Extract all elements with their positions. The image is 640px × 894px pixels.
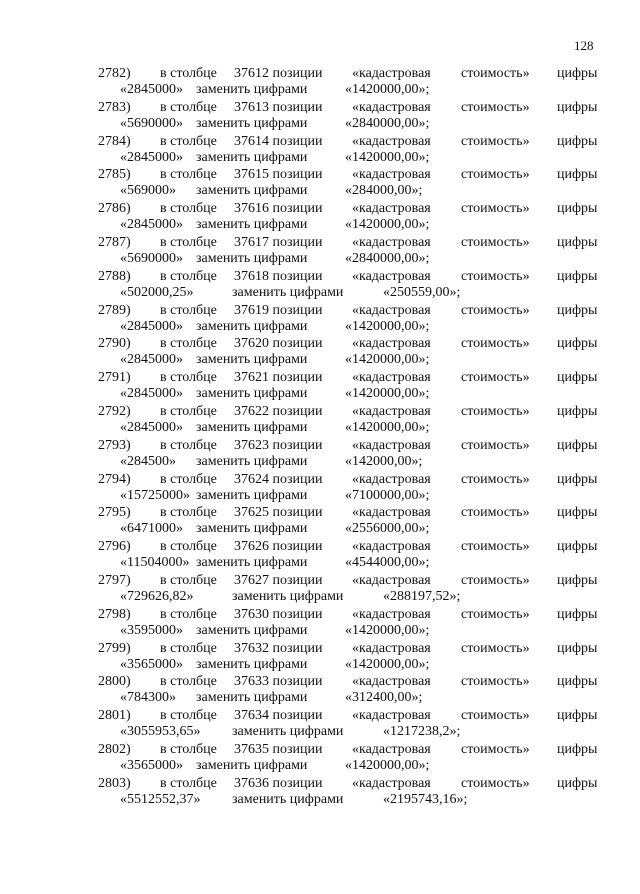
cadastral-label: «кадастровая — [352, 403, 431, 419]
value-label: стоимость» — [461, 268, 530, 284]
replace-phrase: заменить цифрами — [196, 419, 308, 435]
item-number: 2797) — [98, 572, 131, 588]
replace-phrase: заменить цифрами — [196, 183, 308, 199]
amendment-line-2 — [0, 588, 640, 605]
amendment-item — [0, 369, 640, 403]
value-label: стоимость» — [461, 167, 530, 183]
column-label: в столбце — [160, 268, 217, 284]
amendment-item — [0, 606, 640, 640]
digits-label: цифры — [557, 505, 598, 521]
item-number: 2798) — [98, 606, 131, 622]
amendment-line-1 — [0, 268, 640, 285]
position-label: 37612 позиции — [234, 66, 323, 81]
cadastral-label: «кадастровая — [352, 471, 431, 487]
cadastral-label: «кадастровая — [352, 268, 431, 284]
column-label: в столбце — [160, 708, 217, 724]
new-value: «1420000,00»; — [345, 82, 430, 97]
cadastral-label: «кадастровая — [352, 539, 431, 555]
old-value: «2845000» — [120, 149, 183, 165]
digits-label: цифры — [557, 336, 598, 352]
position-label: 37622 позиции — [234, 403, 323, 419]
position-label: 37632 позиции — [234, 640, 323, 656]
cadastral-label: «кадастровая — [352, 708, 431, 724]
cadastral-label: «кадастровая — [352, 606, 431, 622]
amendment-line-1 — [0, 673, 640, 690]
amendment-item — [0, 234, 640, 268]
item-number: 2794) — [98, 471, 131, 487]
amendment-line-2 — [0, 318, 640, 335]
amendment-line-1 — [0, 775, 640, 792]
position-label: 37633 позиции — [234, 674, 323, 690]
item-number: 2787) — [98, 234, 131, 250]
amendment-item — [0, 640, 640, 674]
digits-label: цифры — [557, 708, 598, 724]
new-value: «1420000,00»; — [345, 419, 430, 435]
column-label: в столбце — [160, 539, 217, 555]
amendment-line-1 — [0, 403, 640, 420]
old-value: «2845000» — [120, 82, 183, 97]
new-value: «1420000,00»; — [345, 149, 430, 165]
replace-phrase: заменить цифрами — [196, 622, 308, 638]
digits-label: цифры — [557, 674, 598, 690]
amendment-line-1 — [0, 572, 640, 589]
amendment-line-1 — [0, 640, 640, 657]
replace-phrase: заменить цифрами — [196, 149, 308, 165]
column-label: в столбце — [160, 606, 217, 622]
new-value: «4544000,00»; — [345, 555, 430, 571]
column-label: в столбце — [160, 133, 217, 149]
cadastral-label: «кадастровая — [352, 133, 431, 149]
old-value: «5690000» — [120, 115, 183, 131]
amendment-line-2 — [0, 656, 640, 673]
replace-phrase: заменить цифрами — [196, 318, 308, 334]
digits-label: цифры — [557, 370, 598, 386]
amendment-item — [0, 471, 640, 505]
cadastral-label: «кадастровая — [352, 336, 431, 352]
amendment-line-2 — [0, 723, 640, 740]
replace-phrase: заменить цифрами — [196, 217, 308, 233]
digits-label: цифры — [557, 133, 598, 149]
amendment-line-1 — [0, 133, 640, 150]
amendment-item — [0, 65, 640, 99]
position-label: 37634 позиции — [234, 708, 323, 724]
value-label: стоимость» — [461, 572, 530, 588]
cadastral-label: «кадастровая — [352, 234, 431, 250]
cadastral-label: «кадастровая — [352, 201, 431, 217]
old-value: «2845000» — [120, 217, 183, 233]
replace-phrase: заменить цифрами — [196, 250, 308, 266]
cadastral-label: «кадастровая — [352, 505, 431, 521]
value-label: стоимость» — [461, 201, 530, 217]
value-label: стоимость» — [461, 708, 530, 724]
amendment-line-1 — [0, 504, 640, 521]
replace-phrase: заменить цифрами — [196, 521, 308, 537]
replace-phrase: заменить цифрами — [196, 487, 308, 503]
replace-phrase: заменить цифрами — [196, 453, 308, 469]
cadastral-label: «кадастровая — [352, 741, 431, 757]
old-value: «15725000» — [120, 487, 190, 503]
column-label: в столбце — [160, 437, 217, 453]
old-value: «2845000» — [120, 352, 183, 368]
value-label: стоимость» — [461, 234, 530, 250]
replace-phrase: заменить цифрами — [196, 690, 308, 706]
cadastral-label: «кадастровая — [352, 99, 431, 115]
new-value: «142000,00»; — [345, 453, 423, 469]
replace-phrase: заменить цифрами — [196, 115, 308, 131]
item-number: 2793) — [98, 437, 131, 453]
new-value: «1420000,00»; — [345, 656, 430, 672]
amendment-item — [0, 335, 640, 369]
amendment-item — [0, 268, 640, 302]
replace-phrase: заменить цифрами — [232, 724, 344, 740]
old-value: «784300» — [120, 690, 176, 706]
position-label: 37617 позиции — [234, 234, 323, 250]
amendment-line-2 — [0, 554, 640, 571]
column-label: в столбце — [160, 167, 217, 183]
digits-label: цифры — [557, 66, 598, 81]
amendment-line-2 — [0, 757, 640, 774]
item-number: 2785) — [98, 167, 131, 183]
amendment-line-2 — [0, 216, 640, 233]
old-value: «3055953,65» — [120, 724, 201, 740]
digits-label: цифры — [557, 572, 598, 588]
digits-label: цифры — [557, 775, 598, 791]
value-label: стоимость» — [461, 640, 530, 656]
item-number: 2784) — [98, 133, 131, 149]
amendment-line-2 — [0, 453, 640, 470]
column-label: в столбце — [160, 505, 217, 521]
amendment-line-1 — [0, 65, 640, 82]
item-number: 2789) — [98, 302, 131, 318]
old-value: «3595000» — [120, 622, 183, 638]
amendment-line-2 — [0, 284, 640, 301]
cadastral-label: «кадастровая — [352, 674, 431, 690]
amendment-line-2 — [0, 419, 640, 436]
item-number: 2791) — [98, 370, 131, 386]
position-label: 37619 позиции — [234, 302, 323, 318]
amendment-item — [0, 437, 640, 471]
cadastral-label: «кадастровая — [352, 640, 431, 656]
amendment-line-2 — [0, 520, 640, 537]
new-value: «284000,00»; — [345, 183, 423, 199]
amendment-item — [0, 707, 640, 741]
replace-phrase: заменить цифрами — [196, 386, 308, 402]
amendment-line-1 — [0, 200, 640, 217]
amendment-line-1 — [0, 741, 640, 758]
position-label: 37630 позиции — [234, 606, 323, 622]
cadastral-label: «кадастровая — [352, 775, 431, 791]
digits-label: цифры — [557, 302, 598, 318]
new-value: «288197,52»; — [383, 588, 461, 604]
old-value: «3565000» — [120, 656, 183, 672]
position-label: 37621 позиции — [234, 370, 323, 386]
column-label: в столбце — [160, 572, 217, 588]
item-number: 2799) — [98, 640, 131, 656]
amendment-line-1 — [0, 99, 640, 116]
item-number: 2795) — [98, 505, 131, 521]
amendment-line-2 — [0, 250, 640, 267]
amendment-line-1 — [0, 302, 640, 319]
value-label: стоимость» — [461, 539, 530, 555]
new-value: «2840000,00»; — [345, 250, 430, 266]
value-label: стоимость» — [461, 674, 530, 690]
new-value: «7100000,00»; — [345, 487, 430, 503]
digits-label: цифры — [557, 606, 598, 622]
column-label: в столбце — [160, 336, 217, 352]
amendment-line-2 — [0, 351, 640, 368]
old-value: «2845000» — [120, 318, 183, 334]
column-label: в столбце — [160, 741, 217, 757]
position-label: 37615 позиции — [234, 167, 323, 183]
new-value: «1420000,00»; — [345, 386, 430, 402]
position-label: 37625 позиции — [234, 505, 323, 521]
amendment-line-2 — [0, 81, 640, 98]
amendment-item — [0, 572, 640, 606]
old-value: «6471000» — [120, 521, 183, 537]
item-number: 2801) — [98, 708, 131, 724]
old-value: «502000,25» — [120, 284, 194, 300]
position-label: 37624 позиции — [234, 471, 323, 487]
column-label: в столбце — [160, 66, 217, 81]
position-label: 37614 позиции — [234, 133, 323, 149]
value-label: стоимость» — [461, 606, 530, 622]
cadastral-label: «кадастровая — [352, 370, 431, 386]
digits-label: цифры — [557, 403, 598, 419]
item-number: 2782) — [98, 66, 131, 81]
old-value: «5690000» — [120, 250, 183, 266]
amendment-item — [0, 673, 640, 707]
value-label: стоимость» — [461, 66, 530, 81]
replace-phrase: заменить цифрами — [196, 82, 308, 97]
page-number: 128 — [574, 38, 594, 53]
column-label: в столбце — [160, 234, 217, 250]
amendment-line-1 — [0, 369, 640, 386]
new-value: «1420000,00»; — [345, 622, 430, 638]
digits-label: цифры — [557, 539, 598, 555]
old-value: «729626,82» — [120, 588, 194, 604]
value-label: стоимость» — [461, 775, 530, 791]
item-number: 2796) — [98, 539, 131, 555]
replace-phrase: заменить цифрами — [232, 284, 344, 300]
column-label: в столбце — [160, 370, 217, 386]
amendment-item — [0, 302, 640, 336]
item-number: 2790) — [98, 336, 131, 352]
cadastral-label: «кадастровая — [352, 167, 431, 183]
amendment-line-1 — [0, 538, 640, 555]
column-label: в столбце — [160, 302, 217, 318]
new-value: «1420000,00»; — [345, 757, 430, 773]
cadastral-label: «кадастровая — [352, 302, 431, 318]
position-label: 37627 позиции — [234, 572, 323, 588]
amendment-item — [0, 200, 640, 234]
old-value: «11504000» — [120, 555, 190, 571]
value-label: стоимость» — [461, 133, 530, 149]
new-value: «2556000,00»; — [345, 521, 430, 537]
amendment-line-2 — [0, 115, 640, 132]
amendment-item — [0, 133, 640, 167]
new-value: «2840000,00»; — [345, 115, 430, 131]
amendment-item — [0, 741, 640, 775]
column-label: в столбце — [160, 775, 217, 791]
old-value: «284500» — [120, 453, 176, 469]
digits-label: цифры — [557, 471, 598, 487]
amendment-line-2 — [0, 385, 640, 402]
digits-label: цифры — [557, 201, 598, 217]
position-label: 37626 позиции — [234, 539, 323, 555]
item-number: 2792) — [98, 403, 131, 419]
position-label: 37613 позиции — [234, 99, 323, 115]
amendment-item — [0, 504, 640, 538]
column-label: в столбце — [160, 99, 217, 115]
column-label: в столбце — [160, 674, 217, 690]
new-value: «1217238,2»; — [383, 724, 461, 740]
new-value: «1420000,00»; — [345, 318, 430, 334]
new-value: «312400,00»; — [345, 690, 423, 706]
replace-phrase: заменить цифрами — [196, 656, 308, 672]
digits-label: цифры — [557, 741, 598, 757]
value-label: стоимость» — [461, 403, 530, 419]
amendment-item — [0, 775, 640, 809]
column-label: в столбце — [160, 471, 217, 487]
column-label: в столбце — [160, 201, 217, 217]
amendment-line-1 — [0, 335, 640, 352]
amendment-line-1 — [0, 166, 640, 183]
cadastral-label: «кадастровая — [352, 572, 431, 588]
position-label: 37616 позиции — [234, 201, 323, 217]
value-label: стоимость» — [461, 471, 530, 487]
value-label: стоимость» — [461, 336, 530, 352]
amendment-list — [0, 65, 640, 809]
replace-phrase: заменить цифрами — [196, 352, 308, 368]
item-number: 2802) — [98, 741, 131, 757]
new-value: «250559,00»; — [383, 284, 461, 300]
amendment-item — [0, 403, 640, 437]
value-label: стоимость» — [461, 741, 530, 757]
amendment-item — [0, 99, 640, 133]
value-label: стоимость» — [461, 437, 530, 453]
old-value: «2845000» — [120, 419, 183, 435]
value-label: стоимость» — [461, 99, 530, 115]
digits-label: цифры — [557, 437, 598, 453]
amendment-line-1 — [0, 437, 640, 454]
cadastral-label: «кадастровая — [352, 66, 431, 81]
new-value: «1420000,00»; — [345, 352, 430, 368]
amendment-line-2 — [0, 487, 640, 504]
digits-label: цифры — [557, 99, 598, 115]
item-number: 2800) — [98, 674, 131, 690]
replace-phrase: заменить цифрами — [196, 757, 308, 773]
amendment-item — [0, 166, 640, 200]
amendment-item — [0, 538, 640, 572]
digits-label: цифры — [557, 268, 598, 284]
item-number: 2788) — [98, 268, 131, 284]
old-value: «5512552,37» — [120, 791, 201, 807]
item-number: 2783) — [98, 99, 131, 115]
old-value: «569000» — [120, 183, 176, 199]
value-label: стоимость» — [461, 370, 530, 386]
item-number: 2803) — [98, 775, 131, 791]
position-label: 37635 позиции — [234, 741, 323, 757]
amendment-line-2 — [0, 622, 640, 639]
cadastral-label: «кадастровая — [352, 437, 431, 453]
column-label: в столбце — [160, 640, 217, 656]
position-label: 37620 позиции — [234, 336, 323, 352]
new-value: «2195743,16»; — [383, 791, 468, 807]
position-label: 37623 позиции — [234, 437, 323, 453]
digits-label: цифры — [557, 167, 598, 183]
old-value: «2845000» — [120, 386, 183, 402]
amendment-line-1 — [0, 471, 640, 488]
amendment-line-2 — [0, 689, 640, 706]
replace-phrase: заменить цифрами — [232, 791, 344, 807]
item-number: 2786) — [98, 201, 131, 217]
digits-label: цифры — [557, 234, 598, 250]
old-value: «3565000» — [120, 757, 183, 773]
amendment-line-2 — [0, 791, 640, 808]
new-value: «1420000,00»; — [345, 217, 430, 233]
position-label: 37636 позиции — [234, 775, 323, 791]
value-label: стоимость» — [461, 302, 530, 318]
replace-phrase: заменить цифрами — [232, 588, 344, 604]
amendment-line-2 — [0, 149, 640, 166]
digits-label: цифры — [557, 640, 598, 656]
amendment-line-1 — [0, 707, 640, 724]
position-label: 37618 позиции — [234, 268, 323, 284]
column-label: в столбце — [160, 403, 217, 419]
amendment-line-1 — [0, 234, 640, 251]
replace-phrase: заменить цифрами — [196, 555, 308, 571]
value-label: стоимость» — [461, 505, 530, 521]
amendment-line-2 — [0, 182, 640, 199]
amendment-line-1 — [0, 606, 640, 623]
